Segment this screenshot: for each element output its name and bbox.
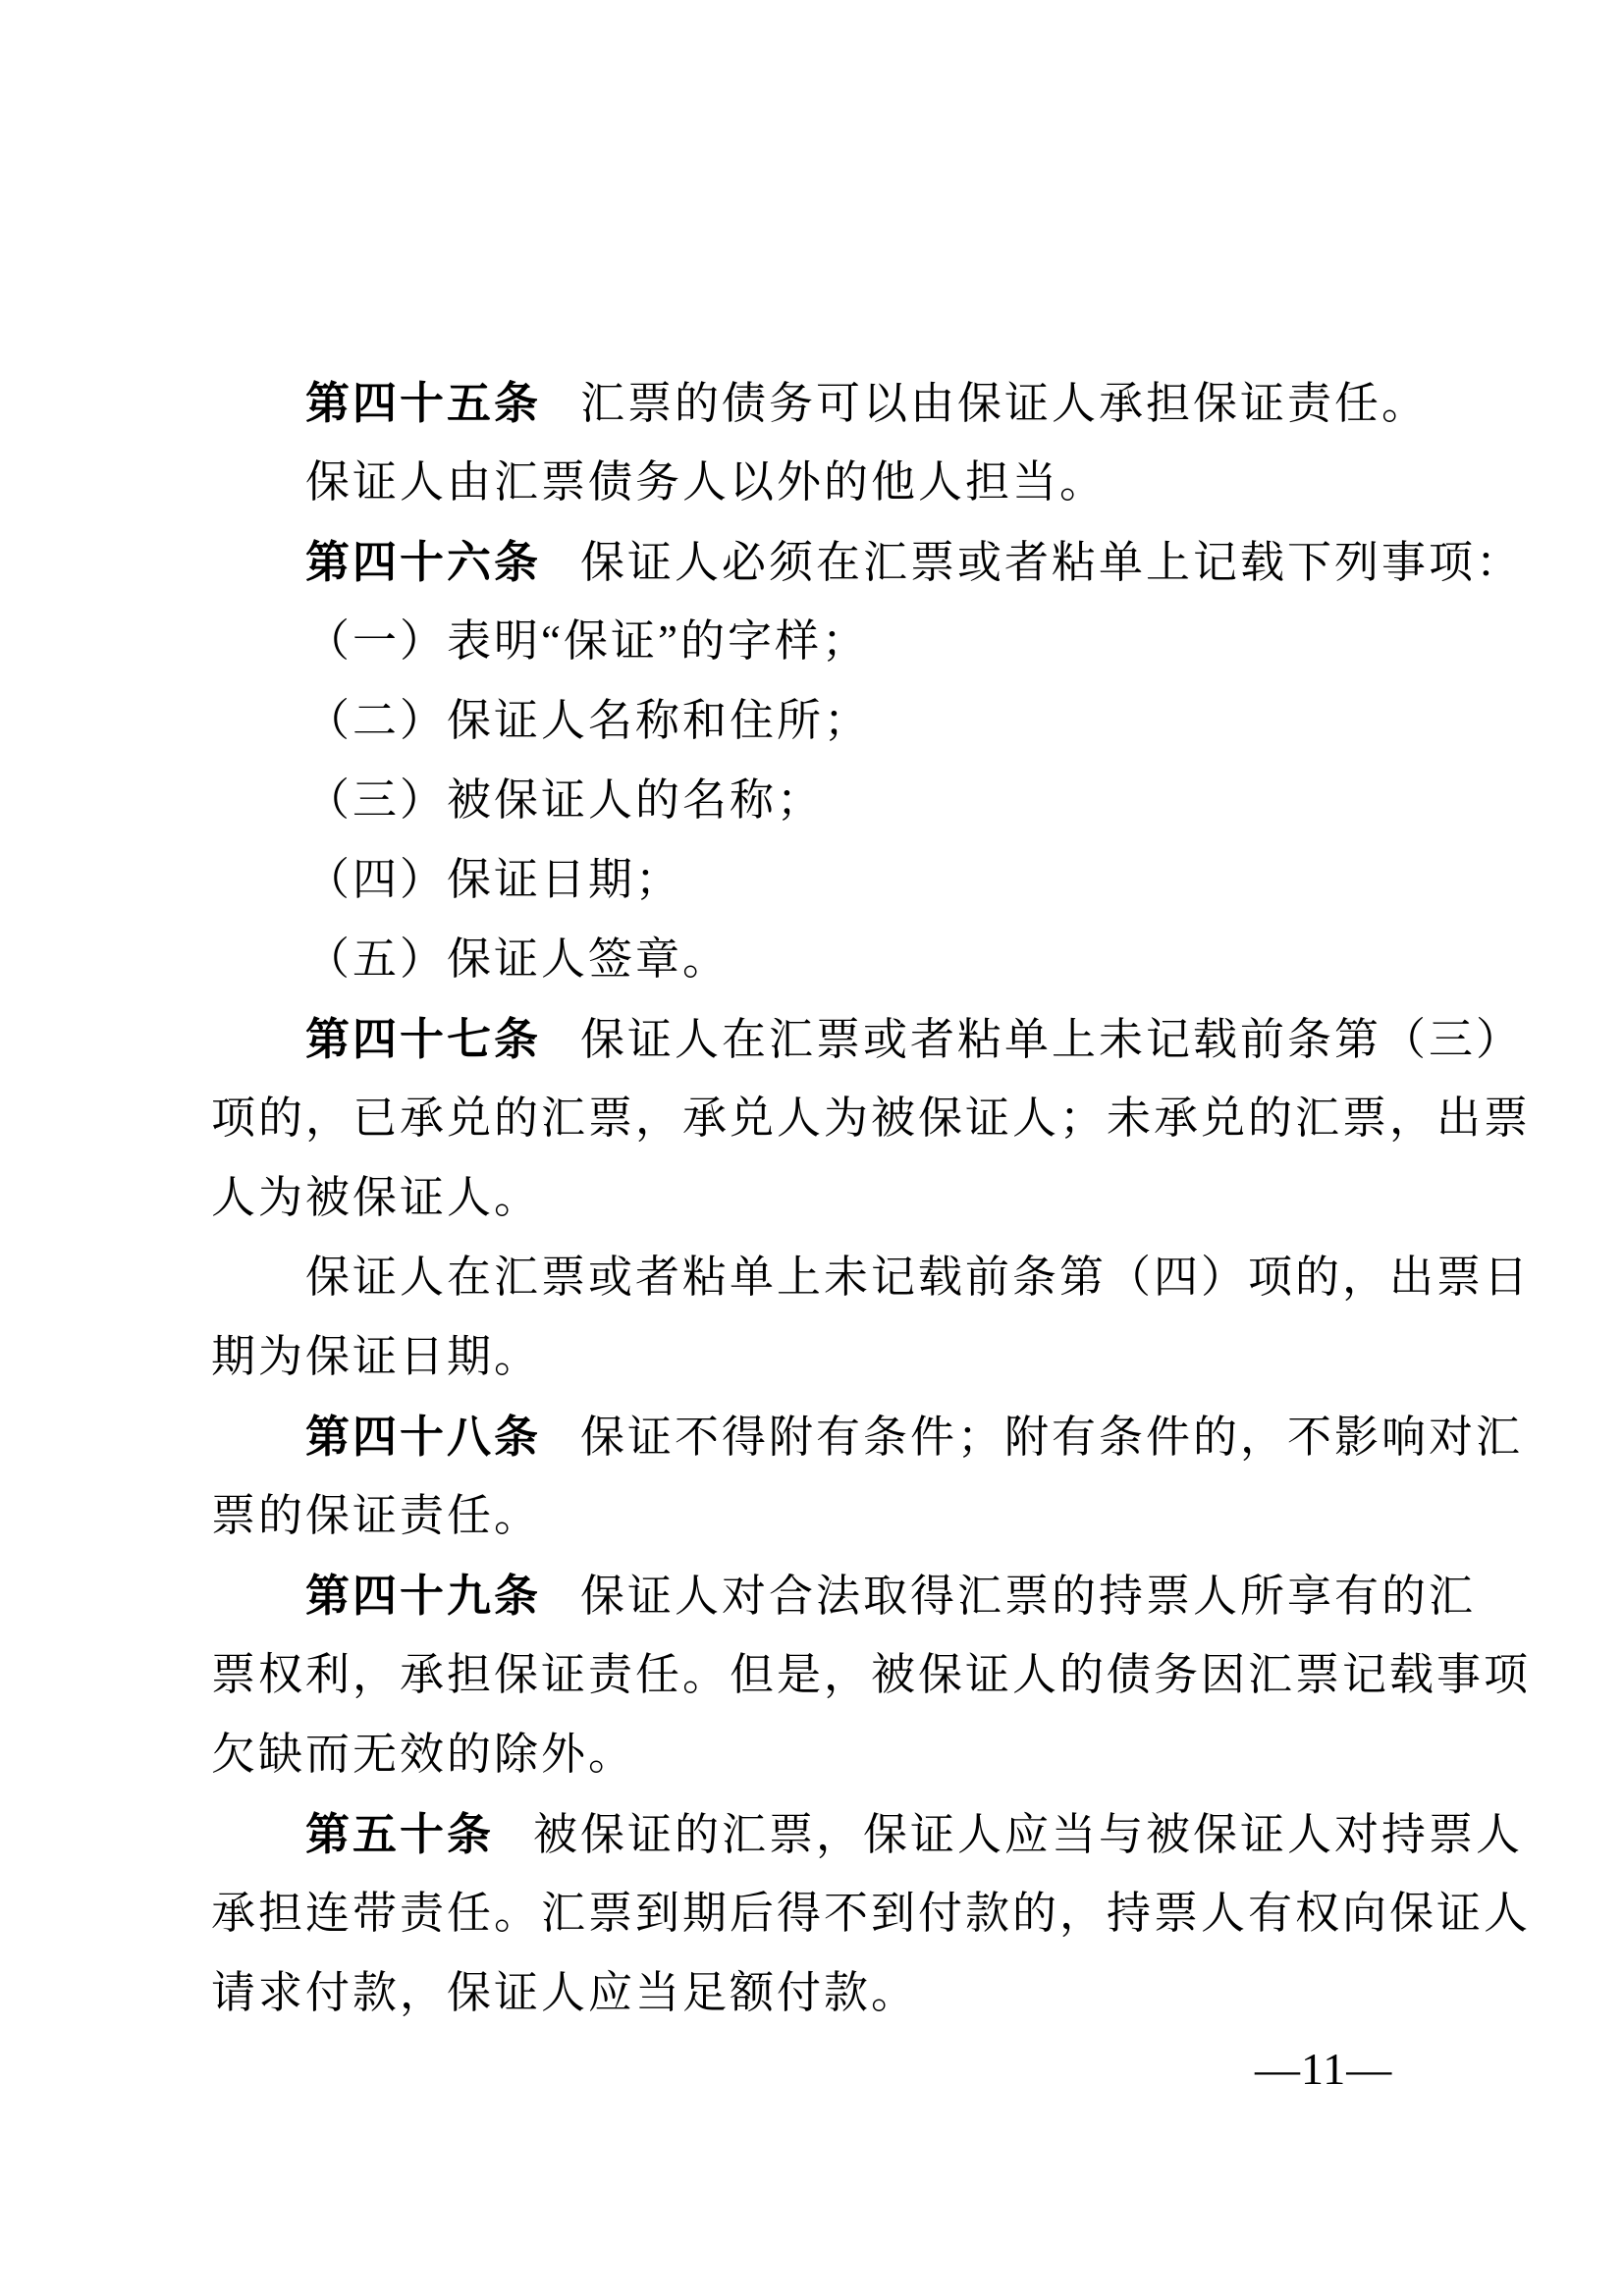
line-text: 票权利，承担保证责任。但是，被保证人的债务因汇票记载事项 xyxy=(211,1650,1532,1699)
line-text: （一）表明“保证”的字样； xyxy=(305,616,869,666)
text-line xyxy=(211,1715,1492,1794)
line-text: 保证人由汇票债务人以外的他人担当。 xyxy=(305,457,1108,507)
document-body xyxy=(211,363,1532,2033)
article-number: 第四十七条 xyxy=(305,1014,542,1064)
line-text: 人为被保证人。 xyxy=(211,1173,542,1222)
text-line xyxy=(211,1476,1492,1556)
text-line xyxy=(211,1397,1524,1476)
text-line xyxy=(211,1953,1492,2033)
line-text: 票的保证责任。 xyxy=(211,1491,542,1540)
line-text: 承担连带责任。汇票到期后得不到付款的，持票人有权向保证人 xyxy=(211,1889,1532,1938)
line-text: 期为保证日期。 xyxy=(211,1332,542,1381)
line-text: （二）保证人名称和住所； xyxy=(305,696,872,745)
article-number: 第四十八条 xyxy=(305,1412,542,1462)
text-line xyxy=(211,443,1492,522)
line-text: （三）被保证人的名称； xyxy=(305,775,825,825)
text-line xyxy=(211,602,1492,681)
line-text: 保证不得附有条件；附有条件的，不影响对汇 xyxy=(580,1413,1524,1462)
article-number: 第四十五条 xyxy=(305,378,542,428)
line-text: 请求付款，保证人应当足额付款。 xyxy=(211,1968,919,2017)
line-text: 项的，已承兑的汇票，承兑人为被保证人；未承兑的汇票，出票 xyxy=(211,1094,1532,1143)
line-text: 保证人必须在汇票或者粘单上记载下列事项： xyxy=(580,538,1524,587)
text-line xyxy=(211,681,1492,761)
line-text: 欠缺而无效的除外。 xyxy=(211,1730,636,1779)
text-line xyxy=(211,1635,1532,1715)
line-text: （四）保证日期； xyxy=(305,855,683,904)
text-line xyxy=(211,920,1492,999)
line-text: 保证人在汇票或者粘单上未记载前条第（四）项的，出票日 xyxy=(305,1253,1532,1302)
text-line xyxy=(211,1317,1492,1397)
line-text: （五）保证人签章。 xyxy=(305,934,731,984)
text-line xyxy=(211,1794,1524,1874)
page-number: —11— xyxy=(1255,2044,1393,2094)
line-text: 被保证的汇票，保证人应当与被保证人对持票人 xyxy=(533,1810,1524,1859)
text-line xyxy=(211,1079,1532,1158)
text-line xyxy=(211,1158,1492,1238)
line-text: 保证人在汇票或者粘单上未记载前条第（三） xyxy=(580,1015,1524,1064)
text-line xyxy=(211,1556,1492,1635)
line-text: 保证人对合法取得汇票的持票人所享有的汇 xyxy=(580,1572,1477,1621)
text-line xyxy=(211,363,1492,443)
text-line xyxy=(211,1238,1532,1317)
line-text: 汇票的债务可以由保证人承担保证责任。 xyxy=(580,379,1430,428)
text-line xyxy=(211,1874,1532,1953)
text-line xyxy=(211,761,1492,840)
article-number: 第四十六条 xyxy=(305,537,542,587)
text-line xyxy=(211,840,1492,920)
text-line xyxy=(211,999,1524,1079)
text-line xyxy=(211,522,1524,602)
article-number: 第四十九条 xyxy=(305,1571,542,1621)
article-number: 第五十条 xyxy=(305,1809,495,1859)
